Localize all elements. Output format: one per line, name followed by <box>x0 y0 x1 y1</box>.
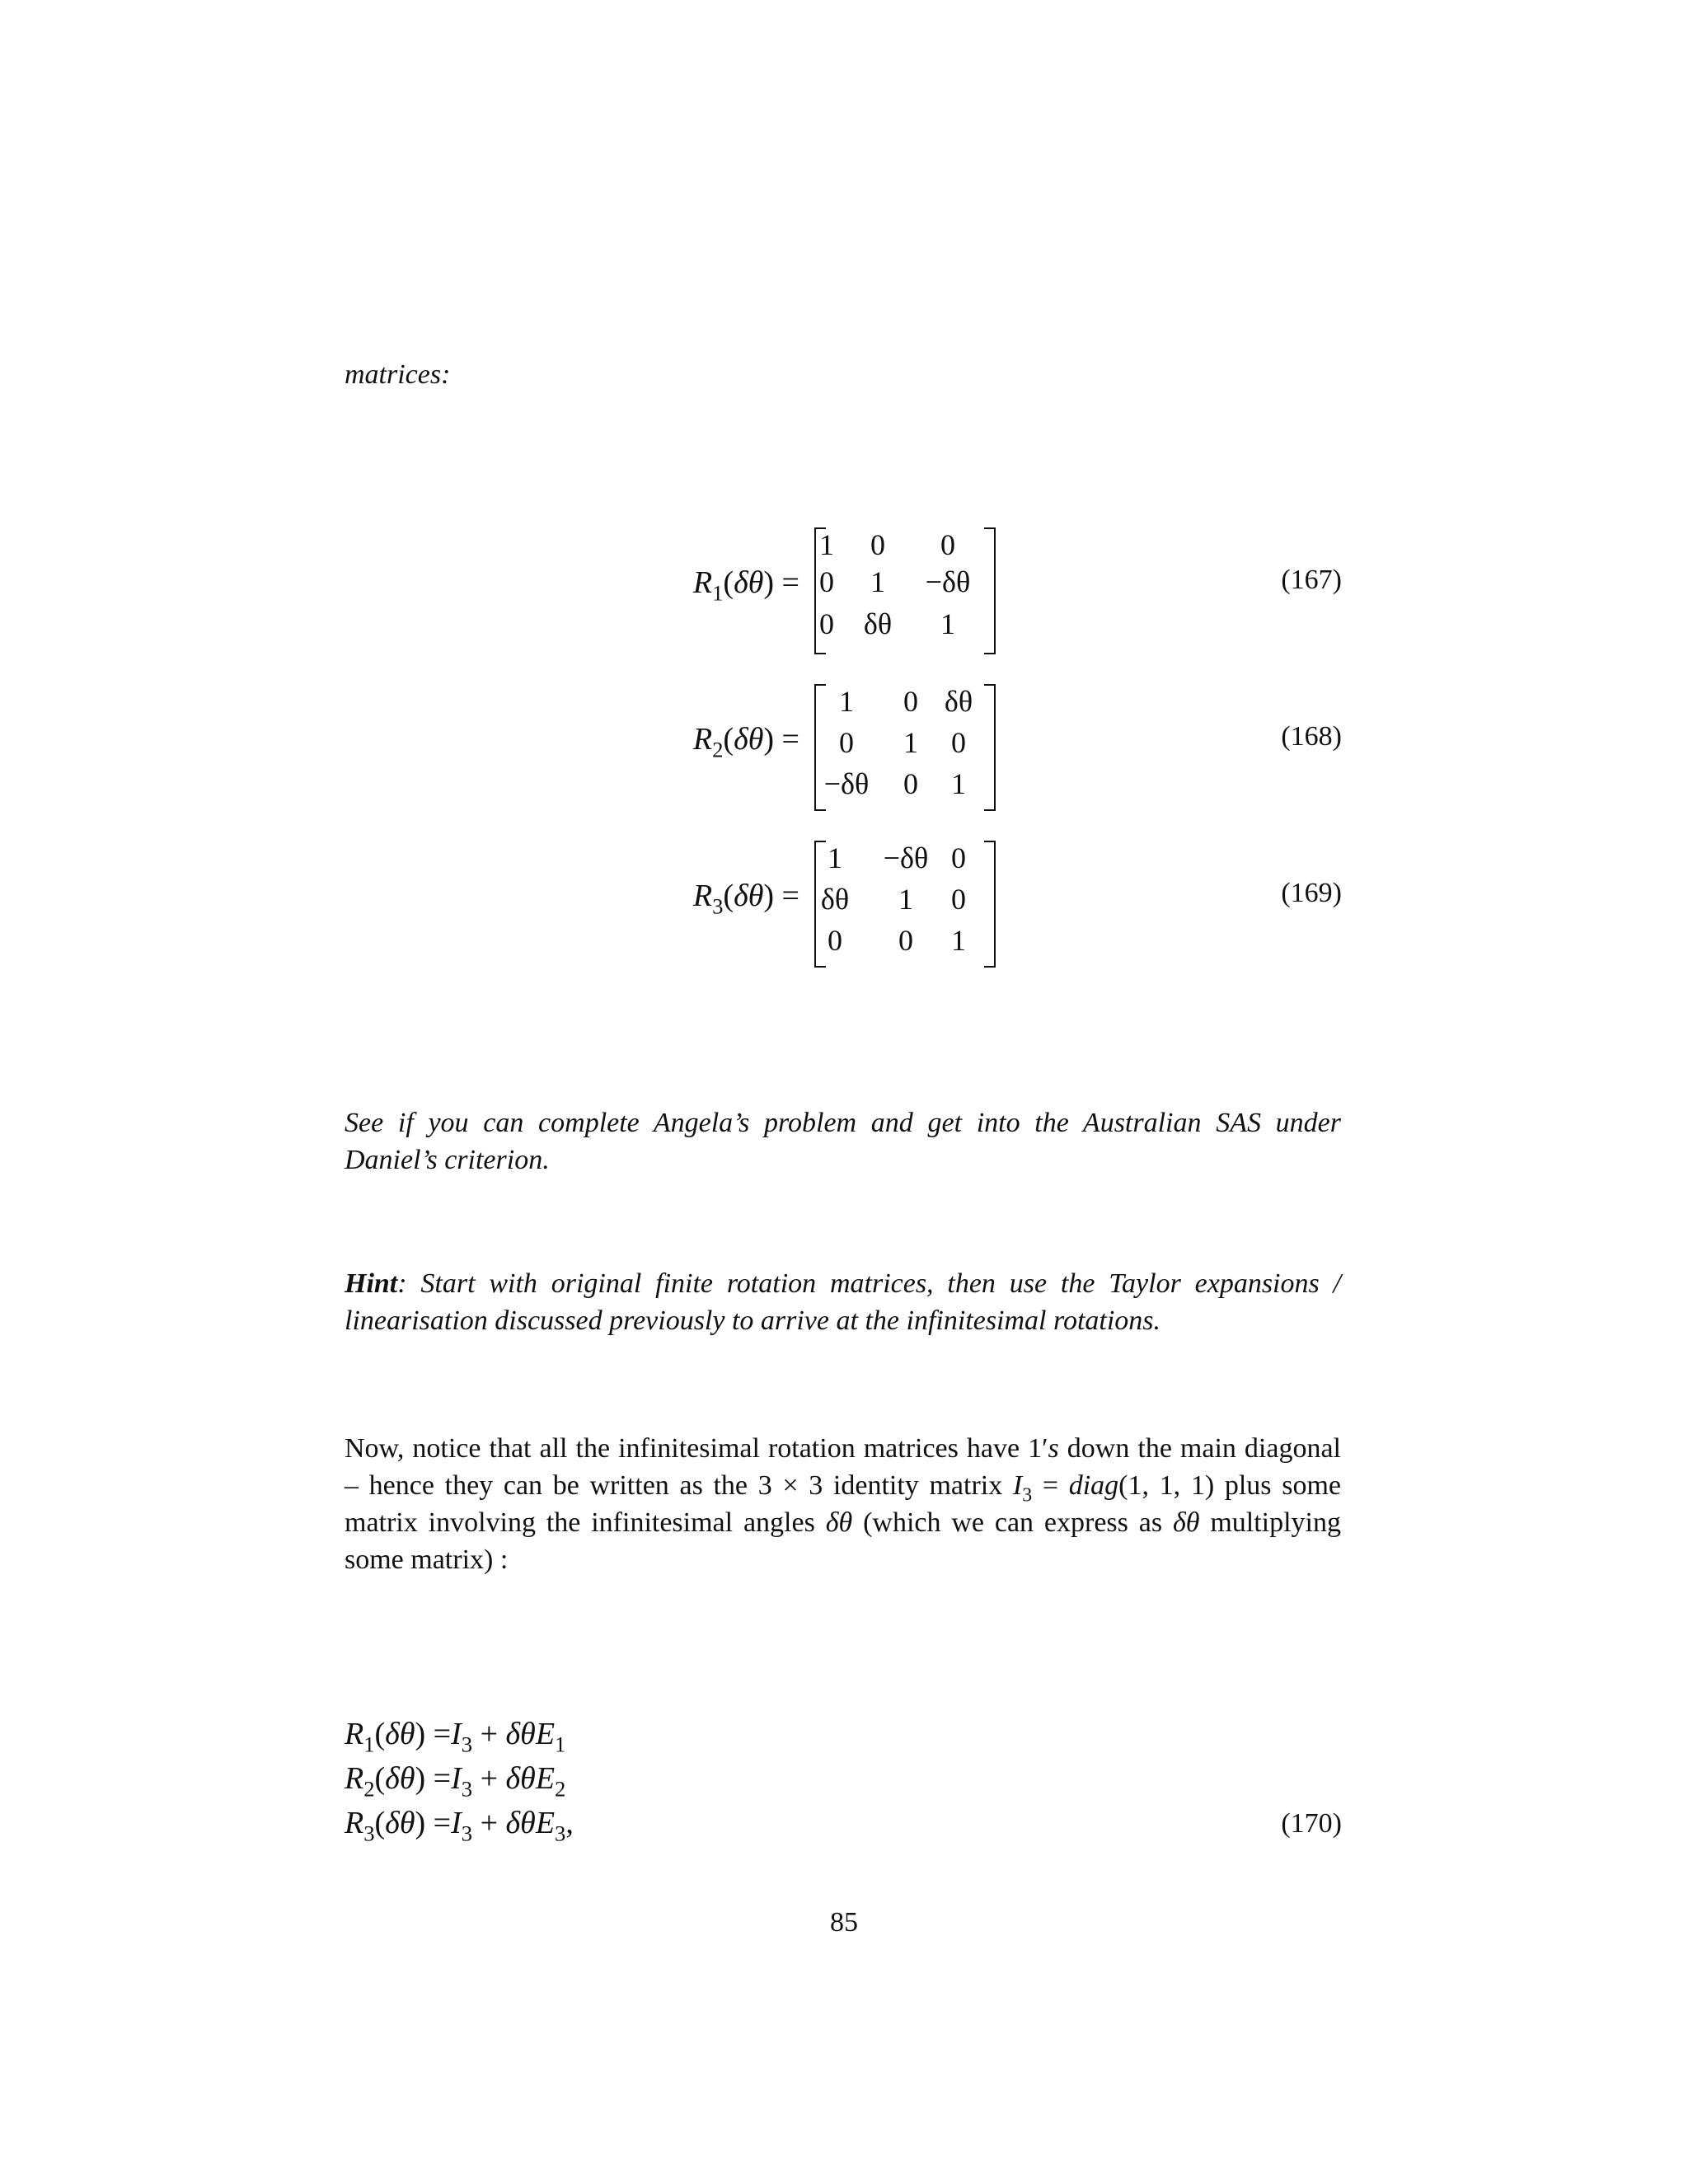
equation-lhs: $R_1(\delta\theta)$ = <box>692 565 799 606</box>
matrix-cell: 1 <box>898 883 913 916</box>
matrix-cell: 0 <box>951 726 966 759</box>
hint-text: : Start with original finite rotation matrices, then use the Taylor expansions / linearisation discussed previously to arrive at the infinitesimal rotations. <box>345 1268 1341 1336</box>
matrix-cell: 0 <box>951 883 966 916</box>
matrix-cell: δθ <box>863 607 893 640</box>
matrix-cell: 1 <box>951 767 966 800</box>
matrix-cell: 0 <box>951 841 966 874</box>
equation-lhs: $R_2(\delta\theta)$ = <box>692 722 799 762</box>
matrix-cell: 0 <box>898 924 913 957</box>
matrix-cell: 1 <box>940 607 955 640</box>
page-number: 85 <box>830 1907 858 1938</box>
aligned-equation-2: $R_2(\delta\theta) =I_3 + \delta\theta E_2$ <box>345 1761 566 1802</box>
matrix-cell: 0 <box>819 607 834 640</box>
equation-number: (169) <box>1281 878 1342 908</box>
equation-number: (170) <box>1281 1808 1342 1839</box>
matrix-cell: 0 <box>903 767 918 800</box>
matrix-cell: 0 <box>819 565 834 598</box>
matrix-cell: 1 <box>819 528 834 561</box>
matrix-cell: −δθ <box>823 767 870 800</box>
matrix-cell: 1 <box>828 841 842 874</box>
hint-label: Hint <box>345 1268 398 1299</box>
body-paragraph: Now, notice that all the infinitesimal rotation matrices have 1′s down the main diagonal – hence they can be written as the 3 × 3 identity matrix $I_3$ = diag(1, 1, 1) plus some matrix involving the infinitesimal angles δθ (which we can express as δθ multiplying some matrix) : <box>345 1433 1342 1575</box>
matrix-cell: 1 <box>903 726 918 759</box>
matrix-cell: δθ <box>944 685 973 718</box>
rotation-matrix-1 <box>814 527 996 651</box>
equation-lhs: $R_3(\delta\theta)$ = <box>692 879 799 919</box>
matrix-cell: 0 <box>828 924 842 957</box>
matrix-cell: 1 <box>870 565 885 598</box>
aligned-equation-3: $R_3(\delta\theta) =I_3 + \delta\theta E_3$, <box>345 1806 574 1846</box>
challenge-paragraph: See if you can complete Angela’s problem and get into the Australian SAS under Daniel’s criterion. <box>345 1108 1341 1175</box>
matrix-cell: 1 <box>951 924 966 957</box>
matrix-cell: δθ <box>820 883 850 916</box>
matrix-cell: 0 <box>870 528 885 561</box>
matrix-cell: 0 <box>839 726 854 759</box>
matrix-cell: 0 <box>940 528 955 561</box>
equation-number: (167) <box>1281 565 1342 595</box>
rotation-matrix-2 <box>814 684 996 808</box>
hint-paragraph <box>345 1265 1341 1339</box>
matrix-cell: −δθ <box>925 565 971 598</box>
matrix-cell: −δθ <box>883 841 929 874</box>
intro-word: matrices: <box>345 359 451 390</box>
rotation-matrix-3 <box>814 841 996 964</box>
matrix-cell: 0 <box>903 685 918 718</box>
equation-number: (168) <box>1281 721 1342 752</box>
aligned-equation-1: $R_1(\delta\theta) =I_3 + \delta\theta E_1$ <box>345 1717 566 1757</box>
matrix-cell: 1 <box>839 685 854 718</box>
